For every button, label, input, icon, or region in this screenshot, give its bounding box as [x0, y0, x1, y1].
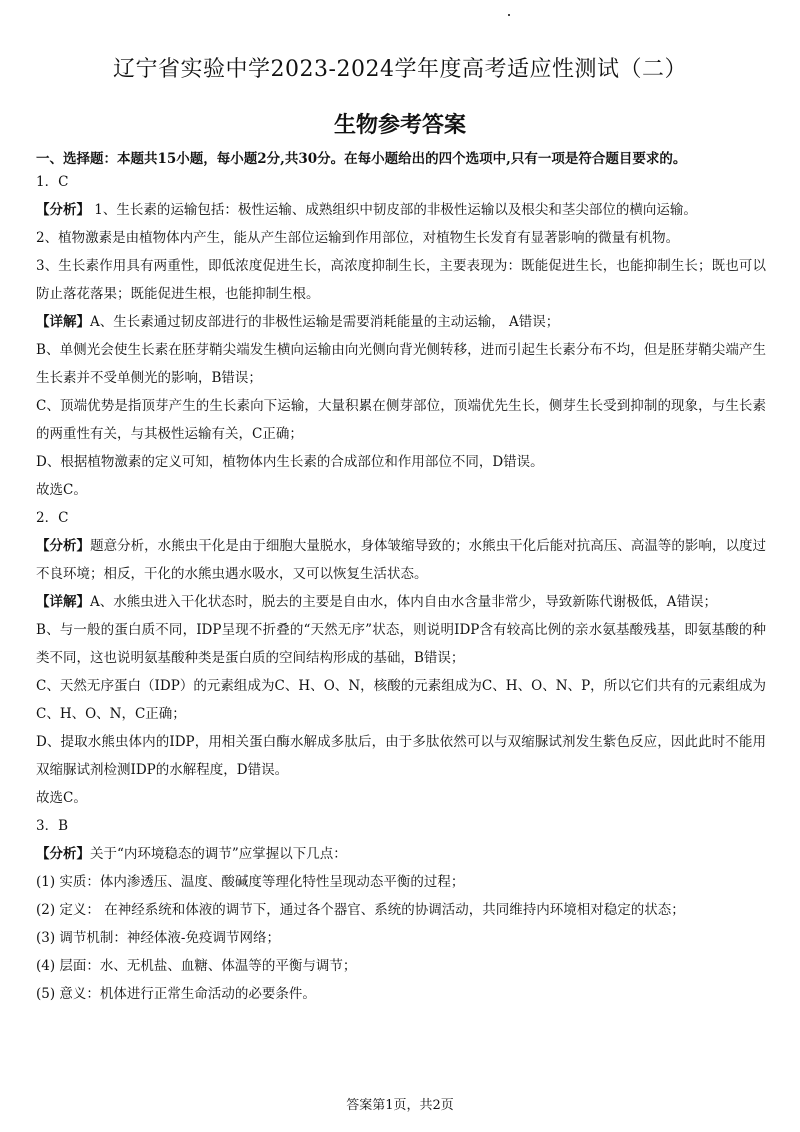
- q1-analysis-3: 3、生长素作用具有两重性，即低浓度促进生长，高浓度抑制生长，主要表现为：既能促进生长，也能抑制生长；既也可以防止落花落果；既能促进生根，也能抑制生根。: [36, 258, 766, 302]
- detail-tag: 【详解】: [36, 594, 90, 610]
- answer-key-title: 生物参考答案: [333, 112, 466, 138]
- section-heading: 一、选择题：本题共15小题，每小题2分,共30分。在每小题给出的四个选项中,只有一项是符合题目要求的。: [36, 151, 687, 167]
- analysis-tag: 【分析】: [36, 538, 91, 554]
- analysis-tag: 【分析】: [36, 202, 90, 218]
- q1-conclusion: 故选C。: [36, 482, 87, 498]
- scan-speck: [508, 14, 510, 16]
- q2-detail-a-text: A、水熊虫进入干化状态时，脱去的主要是自由水，体内自由水含量非常少，导致新陈代谢极低，A错误；: [90, 594, 717, 610]
- q3-point-1: (1) 实质：体内渗透压、温度、酸碱度等理化特性呈现动态平衡的过程；: [36, 874, 465, 890]
- q1-analysis-2: 2、植物激素是由植物体内产生，能从产生部位运输到作用部位，对植物生长发育有显著影响的微量有机物。: [36, 230, 680, 246]
- q1-detail-d: D、根据植物激素的定义可知，植物体内生长素的合成部位和作用部位不同，D错误。: [36, 454, 544, 470]
- q2-detail-c: C、天然无序蛋白（IDP）的元素组成为C、H、O、N，核酸的元素组成为C、H、O、N、P，所以它们共有的元素组成为C、H、O、N，C正确；: [36, 678, 766, 722]
- answer-body: [36, 168, 766, 1008]
- exam-title: 辽宁省实验中学2023-2024学年度高考适应性测试（二）: [113, 57, 687, 82]
- q1-analysis-text-1: 1、生长素的运输包括：极性运输、成熟组织中韧皮部的非极性运输以及根尖和茎尖部位的横向运输。: [94, 202, 697, 218]
- q3-analysis-intro: 关于“内环境稳态的调节”应掌握以下几点：: [90, 846, 347, 862]
- analysis-tag: 【分析】: [36, 846, 90, 862]
- q2-detail-b: B、与一般的蛋白质不同，IDP呈现不折叠的“天然无序”状态，则说明IDP含有较高比例的亲水氨基酸残基，即氨基酸的种类不同，这也说明氨基酸种类是蛋白质的空间结构形成的基础，B错误；: [36, 622, 766, 666]
- q3-point-4: (4) 层面：水、无机盐、血糖、体温等的平衡与调节；: [36, 958, 357, 974]
- q3-point-5: (5) 意义：机体进行正常生命活动的必要条件。: [36, 986, 316, 1002]
- q3-point-2: (2) 定义： 在神经系统和体液的调节下，通过各个器官、系统的协调活动，共同维持内环境相对稳定的状态；: [36, 902, 685, 918]
- page-footer: 答案第1页，共2页: [346, 1098, 454, 1113]
- q2-detail-a: [36, 588, 766, 616]
- detail-tag: 【详解】: [36, 314, 90, 330]
- q2-analysis-text: 题意分析，水熊虫干化是由于细胞大量脱水，身体皱缩导致的；水熊虫干化后能对抗高压、高温等的影响，以度过不良环境；相反，干化的水熊虫遇水吸水，又可以恢复生活状态。: [36, 538, 767, 582]
- q2-analysis: [36, 532, 766, 588]
- q1-detail-a: [36, 308, 766, 336]
- q1-answer: 1．C: [36, 174, 69, 190]
- q3-answer: 3．B: [36, 818, 69, 834]
- q1-analysis-1: [36, 196, 766, 224]
- q2-answer: 2．C: [36, 510, 69, 526]
- q1-detail-c: C、顶端优势是指顶芽产生的生长素向下运输，大量积累在侧芽部位，顶端优先生长，侧芽生长受到抑制的现象，与生长素的两重性有关，与其极性运输有关，C正确；: [36, 398, 766, 442]
- q3-analysis: [36, 840, 766, 868]
- q3-point-3: (3) 调节机制：神经体液-免疫调节网络；: [36, 930, 280, 946]
- q1-detail-b: B、单侧光会使生长素在胚芽鞘尖端发生横向运输由向光侧向背光侧转移，进而引起生长素分布不均，但是胚芽鞘尖端产生生长素并不受单侧光的影响，B错误；: [36, 342, 766, 386]
- q2-conclusion: 故选C。: [36, 790, 87, 806]
- q2-detail-d: D、提取水熊虫体内的IDP，用相关蛋白酶水解成多肽后，由于多肽依然可以与双缩脲试剂发生紫色反应，因此此时不能用双缩脲试剂检测IDP的水解程度，D错误。: [36, 734, 766, 778]
- q1-detail-a-text: A、生长素通过韧皮部进行的非极性运输是需要消耗能量的主动运输， A错误；: [90, 314, 560, 330]
